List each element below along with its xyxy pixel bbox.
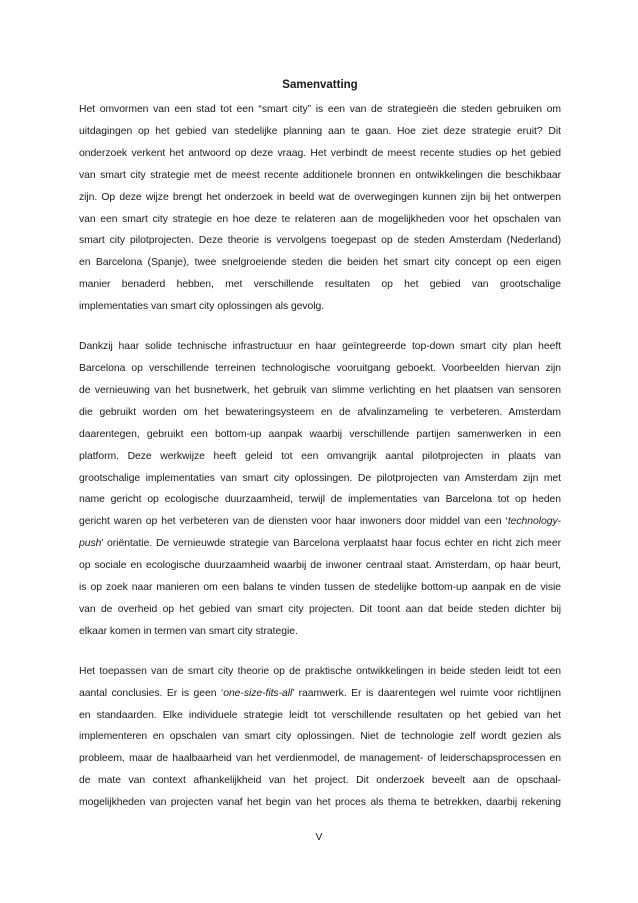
text-line: push’ oriëntatie. De vernieuwde strategie van Barcelona verplaatst haar focus echter en richt zich meer [79, 538, 561, 550]
text-line: van smart city strategie met de meest recente additionele bronnen en ontwikkelingen die beschikbaar [79, 169, 561, 181]
text-line: zijn. Op deze wijze brengt het onderzoek in beeld wat de overwegingen kunnen zijn bij het ontwerpen [79, 191, 561, 203]
text-line: Dankzij haar solide technische infrastructuur en haar geïntegreerde top-down smart city plan heeft [79, 341, 561, 353]
text-line: implementeren en opschalen van smart city oplossingen. Niet de technologie zelf wordt gezien als [79, 731, 561, 743]
text-line: is op zoek naar manieren om een balans te vinden tussen de stedelijke bottom-up aanpak en de visie [79, 582, 561, 594]
text-line: implementaties van smart city oplossingen als gevolg. [79, 301, 325, 313]
text-line: platform. Deze werkwijze heeft geleid tot een omvangrijk aantal pilotprojecten in plaats van [79, 450, 561, 462]
text-line: elkaar komen in termen van smart city strategie. [79, 625, 298, 637]
text-line: die gebruikt worden om het bewateringsysteem en de afvalinzameling te verbeteren. Amsterdam [79, 406, 561, 418]
text-line: van een smart city strategie en hoe deze te relateren aan de mogelijkheden voor het opschalen van [79, 213, 561, 225]
text-line: mogelijkheden van projecten vanaf het begin van het proces als thema te betrekken, daarbij rekening [79, 797, 561, 809]
page-number: V [315, 832, 323, 843]
text-line: Het toepassen van de smart city theorie op de praktische ontwikkelingen in beide steden leidt tot een [79, 665, 561, 677]
text-line: onderzoek verkent het antwoord op deze vraag. Het verbindt de meest recente studies op het gebied [79, 147, 561, 159]
page-title: Samenvatting [282, 79, 358, 91]
document-page [79, 76, 561, 832]
text-line: van de overheid op het gebied van smart city projecten. Dit toont aan dat beide steden dichter bij [79, 603, 561, 615]
text-line: op sociale en ecologische duurzaamheid waarbij de inwoner centraal staat. Amsterdam, op haar beurt, [79, 560, 561, 572]
text-line: de mate van context afhankelijkheid van het project. Dit onderzoek beveelt aan de opschaal- [79, 775, 561, 787]
text-line: probleem, maar de haalbaarheid van het verdienmodel, de management- of leiderschapsprocessen en [79, 753, 561, 765]
text-line: smart city pilotprojecten. Deze theorie is vervolgens toegepast op de steden Amsterdam (Nederland) [79, 235, 561, 247]
text-line: manier benaderd hebben, met verschillende resultaten op het gebied van grootschalige [79, 279, 561, 291]
text-line: uitdagingen op het gebied van stedelijke planning aan te gaan. Hoe ziet deze strategie eruit? Dit [79, 125, 561, 137]
paragraph-1 [79, 99, 561, 318]
text-line: gericht waren op het verbeteren van de diensten voor haar inwoners door middel van een ‘technology- [79, 516, 561, 528]
text-line: name gericht op ecologische duurzaamheid, terwijl de implementaties van Barcelona tot op heden [79, 494, 561, 506]
text-line: Barcelona op verschillende terreinen technologische vooruitgang geboekt. Voorbeelden hiervan zijn [79, 362, 561, 374]
text-line: aantal conclusies. Er is geen ‘one-size-fits-all’ raamwerk. Er is daarentegen wel ruimte voor richtlijnen [79, 687, 561, 699]
text-line: en Barcelona (Spanje), twee snelgroeiende steden die beiden het smart city concept op een eigen [79, 257, 561, 269]
paragraph-3 [79, 661, 561, 814]
text-line: Het omvormen van een stad tot een “smart city” is een van de strategieën die steden gebruiken om [79, 104, 561, 115]
text-line: de vernieuwing van het busnetwerk, het gebruik van slimme verlichting en het plaatsen van sensoren [79, 384, 561, 396]
text-line: daarentegen, gebruikt een bottom-up aanpak waarbij verschillende partijen samenwerken in een [79, 428, 561, 440]
text-line: grootschalige implementaties van smart city oplossingen. De pilotprojecten van Amsterdam zijn met [79, 472, 561, 484]
paragraph-2 [79, 336, 561, 643]
text-line: en standaarden. Elke individuele strategie leidt tot verschillende resultaten op het gebied van het [79, 709, 561, 721]
